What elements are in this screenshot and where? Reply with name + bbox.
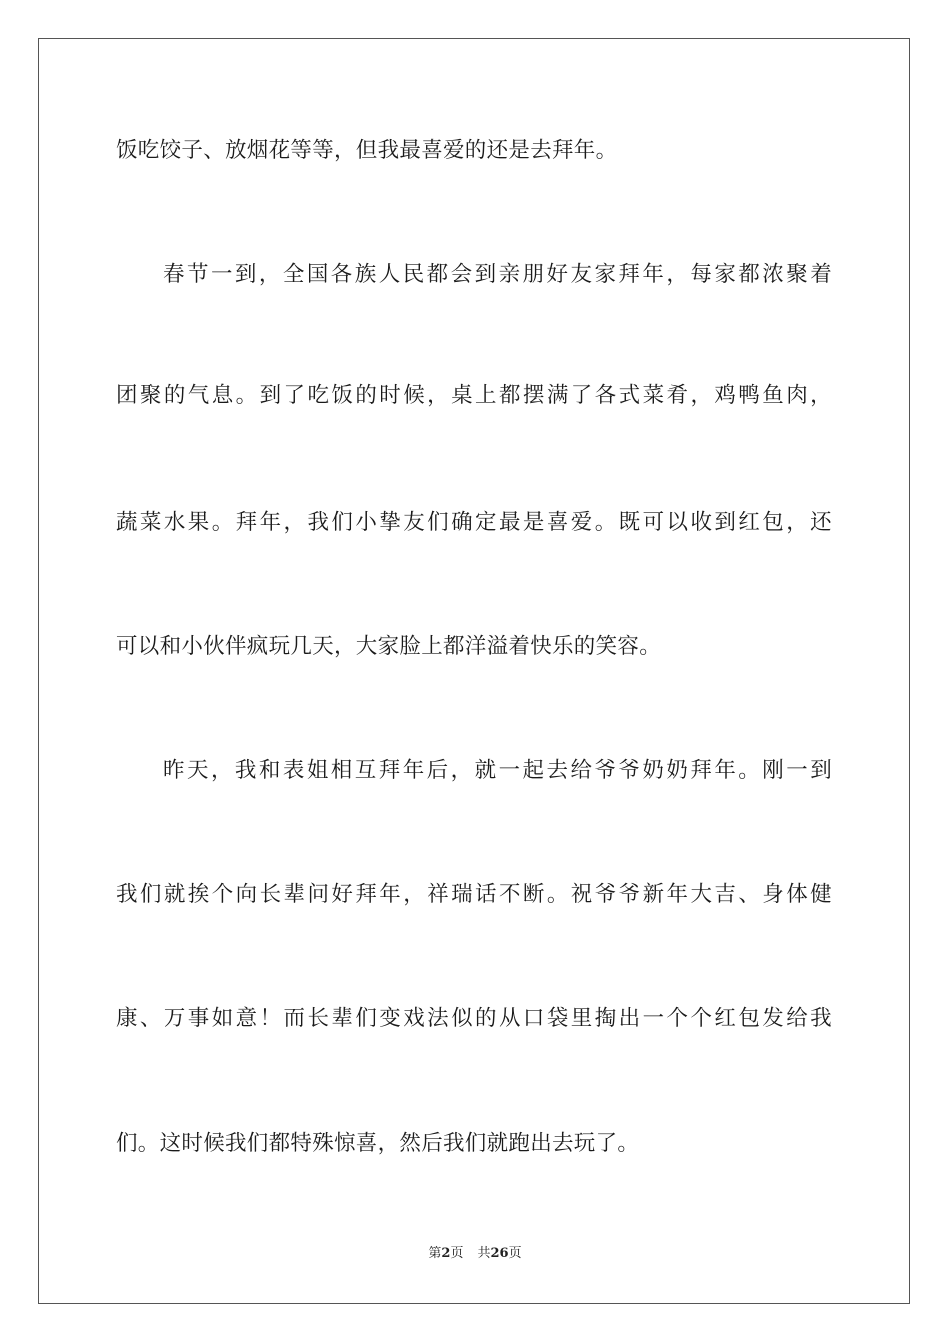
total-label-suffix: 页 <box>508 1246 522 1261</box>
paragraph-line: 春节一到，全国各族人民都会到亲朋好友家拜年，每家都浓聚着 <box>163 262 832 287</box>
page-label-suffix: 页 <box>450 1246 464 1261</box>
total-label-prefix: 共 <box>477 1246 491 1261</box>
paragraph-line: 昨天，我和表姐相互拜年后，就一起去给爷爷奶奶拜年。刚一到 <box>163 758 832 783</box>
paragraph-line: 们。这时候我们都特殊惊喜，然后我们就跑出去玩了。 <box>116 1131 640 1156</box>
page-number: 2 <box>441 1246 451 1261</box>
paragraph-line: 团聚的气息。到了吃饭的时候，桌上都摆满了各式菜肴，鸡鸭鱼肉， <box>116 383 832 408</box>
paragraph-line: 饭吃饺子、放烟花等等，但我最喜爱的还是去拜年。 <box>116 138 618 163</box>
page-border <box>38 38 910 1304</box>
page-label-prefix: 第 <box>428 1246 442 1261</box>
paragraph-line: 蔬菜水果。拜年，我们小挚友们确定最是喜爱。既可以收到红包，还 <box>116 510 832 535</box>
paragraph-line: 我们就挨个向长辈问好拜年，祥瑞话不断。祝爷爷新年大吉、身体健 <box>116 882 832 907</box>
paragraph-line: 可以和小伙伴疯玩几天，大家脸上都洋溢着快乐的笑容。 <box>116 634 662 659</box>
paragraph-line: 康、万事如意！而长辈们变戏法似的从口袋里掏出一个个红包发给我 <box>116 1006 832 1031</box>
page-footer <box>0 1245 950 1263</box>
total-pages: 26 <box>490 1246 509 1261</box>
